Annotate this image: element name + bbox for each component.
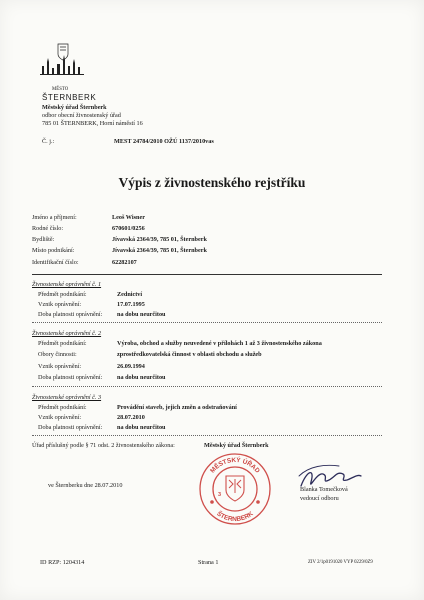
- license-3-subject-value: Provádění staveb, jejich změn a odstraňování: [117, 404, 237, 411]
- license-3-start-label: Vznik oprávnění:: [38, 414, 82, 421]
- license-1-start-value: 17.07.1995: [117, 301, 145, 308]
- office-address: 785 01 ŠTERNBERK, Horní náměstí 16: [42, 120, 143, 127]
- svg-text:MĚSTSKÝ ÚŘAD: MĚSTSKÝ ÚŘAD: [209, 456, 261, 475]
- signatory-name: Blanka Tomečková: [300, 486, 348, 493]
- license-3-start-value: 28.07.2010: [117, 414, 145, 421]
- license-2-fields-value: zprostředkovatelská činnost v oblasti obchodu a služeb: [117, 351, 262, 358]
- footer-code: ZIV 2/1p0191020 VYP 0229/0Z9: [308, 560, 373, 565]
- office-department: odbor obecní živnostenský úřad: [42, 112, 121, 119]
- residence-value: Jívavská 2364/39, 785 01, Šternberk: [112, 236, 207, 243]
- page-title: Výpis z živnostenského rejstříku: [118, 175, 306, 190]
- license-3-subject-label: Předmět podnikání:: [38, 404, 87, 411]
- id-number-value: 62282107: [112, 259, 137, 266]
- license-1-subject-label: Předmět podnikání:: [38, 291, 87, 298]
- license-2-start-label: Vznik oprávnění:: [38, 363, 82, 370]
- license-2-subject-value: Výroba, obchod a služby neuvedené v přílohách 1 až 3 živnostenského zákona: [117, 340, 322, 347]
- footer-id-rzp: ID RZP: 1204314: [40, 559, 85, 566]
- logo-caption: MĚSTO: [52, 87, 69, 92]
- birth-number-label: Rodné číslo:: [32, 225, 64, 232]
- separator-line: [32, 435, 382, 436]
- license-2-validity-label: Doba platnosti oprávnění:: [38, 374, 103, 381]
- license-1-start-label: Vznik oprávnění:: [38, 301, 82, 308]
- place-and-date: ve Šternberku dne 28.07.2010: [48, 482, 123, 489]
- official-round-stamp: [198, 452, 272, 526]
- license-1-validity-value: na dobu neurčitou: [117, 311, 166, 318]
- separator-line: [32, 322, 382, 323]
- license-2-start-value: 26.09.1994: [117, 363, 145, 370]
- birth-number-value: 670601/0256: [112, 225, 145, 232]
- svg-text:ŠTERNBERK: ŠTERNBERK: [215, 510, 255, 524]
- footer-page-number: Strana 1: [198, 559, 219, 566]
- license-3-validity-label: Doba platnosti oprávnění:: [38, 424, 103, 431]
- license-2-heading: Živnostenské oprávnění č. 2: [32, 330, 102, 337]
- authority-label: Úřad příslušný podle § 71 odst. 2 živnostenského zákona:: [32, 442, 175, 449]
- separator-line: [32, 386, 382, 387]
- license-3-heading: Živnostenské oprávnění č. 3: [32, 394, 102, 401]
- reference-label: Č. j.:: [42, 138, 55, 145]
- city-coat-of-arms-logo: [38, 40, 88, 86]
- id-number-label: Identifikační číslo:: [32, 259, 79, 266]
- license-1-subject-value: Zednictví: [117, 291, 143, 298]
- license-1-heading: Živnostenské oprávnění č. 1: [32, 281, 102, 288]
- authority-value: Městský úřad Šternberk: [204, 442, 269, 449]
- license-2-fields-label: Obory činnosti:: [38, 351, 77, 358]
- stamp-number: 3: [218, 492, 222, 498]
- separator-line: [32, 274, 382, 275]
- name-value: Leoš Wisner: [112, 214, 145, 221]
- reference-number: MEST 24784/2010 OŽÚ 1137/2010vas: [114, 138, 214, 145]
- signatory-role: vedoucí odboru: [300, 495, 339, 502]
- residence-label: Bydliště:: [32, 236, 55, 243]
- name-label: Jméno a příjmení:: [32, 214, 77, 221]
- license-2-subject-label: Předmět podnikání:: [38, 340, 87, 347]
- license-2-validity-value: na dobu neurčitou: [117, 374, 166, 381]
- license-3-validity-value: na dobu neurčitou: [117, 424, 166, 431]
- business-place-label: Místo podnikání:: [32, 247, 75, 254]
- business-place-value: Jívavská 2364/39, 785 01, Šternberk: [112, 247, 207, 254]
- license-1-validity-label: Doba platnosti oprávnění:: [38, 311, 103, 318]
- office-name: Městský úřad Šternberk: [42, 104, 107, 111]
- logo-city-name: ŠTERNBERK: [42, 93, 97, 102]
